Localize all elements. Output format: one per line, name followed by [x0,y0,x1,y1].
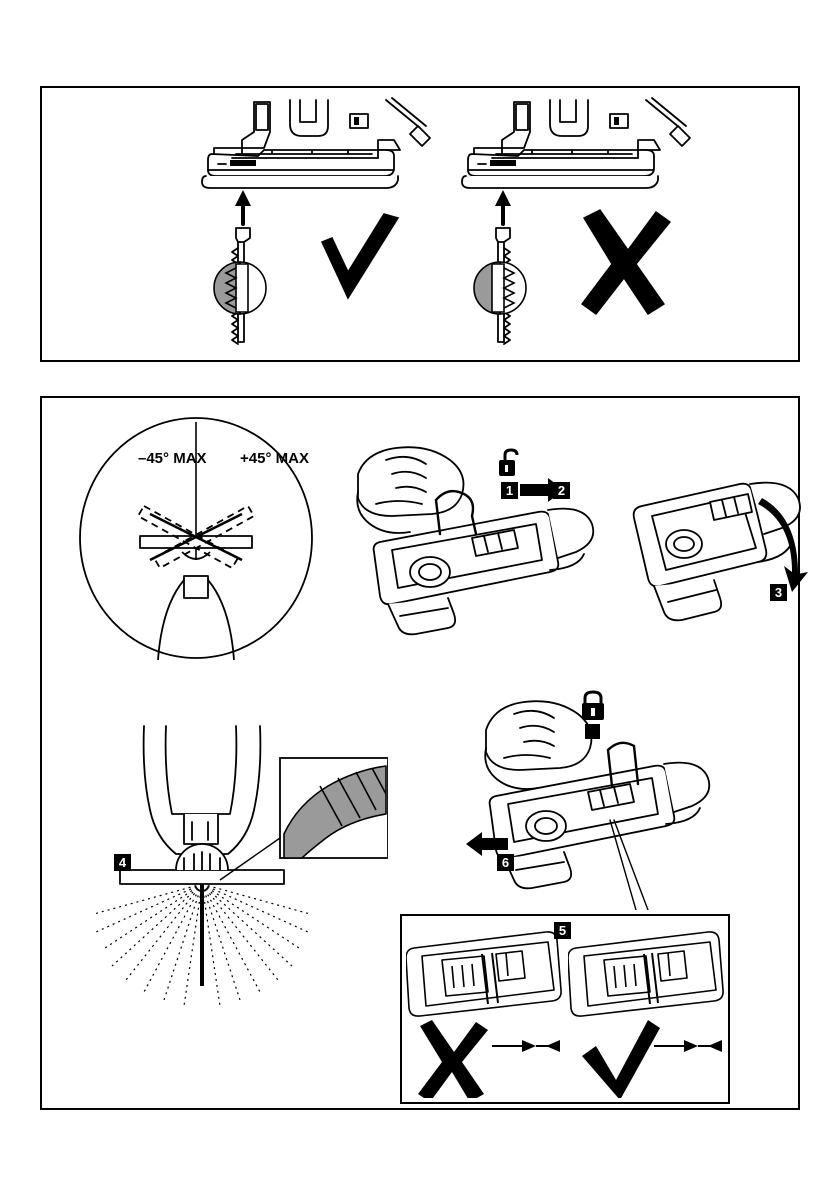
bevel-angle-diagram [66,410,326,670]
step-label-1: 1 [501,482,518,499]
checkmark-icon [322,214,398,298]
step-label-6: 6 [497,854,514,871]
step-label-5: 5 [554,922,571,939]
cross-icon [418,1020,488,1098]
step-4-diagram [88,718,388,1008]
step-5-incorrect-detail [406,920,564,1098]
checkmark-icon [582,1020,660,1098]
step-1-2-diagram [352,438,602,668]
step-label-2: 2 [553,482,570,499]
step-5-inset [400,914,730,1104]
step-label-3: 3 [770,584,787,601]
step-5-marker-square [585,724,600,739]
bevel-label-right: +45° MAX [240,450,309,467]
cross-icon [582,210,670,314]
padlock-open-icon [497,448,527,480]
bevel-and-baseplate-panel [40,396,800,1110]
bevel-label-left: –45° MAX [138,450,207,467]
step-3-diagram [622,470,822,660]
blade-orientation-panel [40,86,800,362]
blade-insert-incorrect-diagram [432,92,722,362]
step-label-4: 4 [114,854,131,871]
padlock-closed-icon [578,690,608,722]
step-5-correct-detail [568,920,726,1098]
blade-insert-correct-diagram [172,92,452,362]
step-6-diagram [462,690,732,910]
